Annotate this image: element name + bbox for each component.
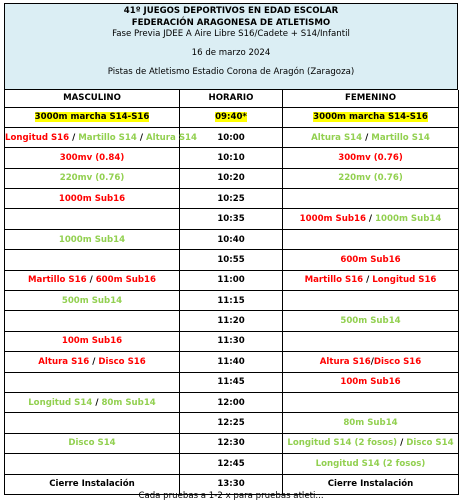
event-label: 80m Sub14	[101, 397, 156, 408]
time-label: 11:30	[217, 336, 245, 347]
column-header-male: MASCULINO	[5, 90, 180, 107]
separator: /	[69, 132, 79, 143]
time-label: 11:15	[217, 295, 245, 306]
time-cell	[180, 148, 283, 168]
time-cell	[180, 413, 283, 433]
event-venue: Pistas de Atletismo Estadio Corona de Aragón (Zaragoza)	[107, 67, 355, 77]
time-cell	[180, 270, 283, 290]
male-events-cell	[5, 454, 180, 474]
event-label: 300mv (0.76)	[338, 152, 403, 163]
event-label: 1000m Sub14	[58, 234, 126, 245]
table-row	[5, 372, 459, 392]
male-events-cell	[5, 148, 180, 168]
table-row	[5, 454, 459, 474]
event-label: 600m Sub16	[95, 275, 157, 286]
time-label: 12:00	[217, 397, 245, 408]
male-events-cell	[5, 168, 180, 188]
event-label: 100m Sub16	[61, 336, 123, 347]
time-cell	[180, 229, 283, 249]
event-label: 1000m Sub14	[375, 214, 442, 225]
phase-description: Fase Previa JDEE A Aire Libre S16/Cadete + S14/Infantil	[112, 29, 350, 39]
time-cell	[180, 352, 283, 372]
separator: /	[89, 356, 99, 367]
event-label: Martillo S14	[371, 132, 430, 143]
female-events-cell	[283, 372, 459, 392]
event-label: Longitud S14 (2 fosos)	[287, 438, 398, 449]
event-label: Longitud S16	[5, 132, 70, 143]
male-events-cell	[5, 209, 180, 229]
time-label: 11:45	[217, 377, 245, 388]
column-header-time: HORARIO	[180, 90, 283, 107]
female-events-cell	[283, 250, 459, 270]
female-events-cell	[283, 148, 459, 168]
separator: /	[363, 275, 373, 286]
schedule-header	[4, 3, 458, 90]
event-label: 220mv (0.76)	[59, 173, 125, 184]
schedule-table	[4, 90, 459, 495]
table-row	[5, 250, 459, 270]
time-label: 12:30	[217, 438, 245, 449]
event-label: 1000m Sub16	[58, 193, 126, 204]
male-events-cell	[5, 352, 180, 372]
time-cell	[180, 189, 283, 209]
female-events-cell	[283, 311, 459, 331]
time-cell	[180, 331, 283, 351]
event-label: Disco S14	[68, 438, 116, 449]
table-row	[5, 433, 459, 453]
column-header-female: FEMENINO	[283, 90, 459, 107]
time-cell	[180, 433, 283, 453]
female-events-cell	[283, 352, 459, 372]
event-label: Cierre Instalación	[327, 479, 414, 490]
schedule-document	[4, 3, 458, 495]
event-label: 3000m marcha S14-S16	[313, 112, 428, 123]
event-label: Disco S14	[406, 438, 454, 449]
time-cell	[180, 250, 283, 270]
column-header-row	[5, 90, 459, 107]
event-label: Longitud S16	[372, 275, 437, 286]
female-events-cell	[283, 331, 459, 351]
time-label: 12:25	[217, 418, 245, 429]
separator: /	[136, 132, 146, 143]
female-events-cell	[283, 168, 459, 188]
table-row	[5, 229, 459, 249]
table-row	[5, 148, 459, 168]
male-events-cell	[5, 127, 197, 147]
time-label: 10:55	[217, 254, 245, 265]
event-label: 80m Sub14	[343, 418, 398, 429]
female-events-cell	[283, 209, 459, 229]
event-label: 600m Sub16	[340, 254, 401, 265]
male-events-cell	[5, 189, 180, 209]
footer-note: Cada pruebas a 1-2 x para pruebas atleti...	[138, 491, 324, 501]
male-events-cell	[5, 229, 180, 249]
time-cell	[180, 392, 283, 412]
male-events-cell	[5, 331, 180, 351]
table-row	[5, 352, 459, 372]
event-label: Altura S14	[145, 132, 197, 143]
male-events-cell	[5, 433, 180, 453]
event-label: Altura S14	[311, 132, 363, 143]
female-events-cell	[283, 229, 459, 249]
time-label: 13:30	[217, 479, 245, 490]
female-events-cell	[283, 107, 459, 127]
male-events-cell	[5, 250, 180, 270]
time-cell	[180, 311, 283, 331]
table-row	[5, 209, 459, 229]
female-events-cell	[283, 433, 459, 453]
event-title: 41º JUEGOS DEPORTIVOS EN EDAD ESCOLAR	[123, 6, 339, 16]
time-label: 10:00	[217, 132, 245, 143]
table-row	[5, 311, 459, 331]
event-label: Martillo S16	[304, 275, 364, 286]
event-label: 500m Sub14	[340, 316, 401, 327]
table-row	[5, 270, 459, 290]
male-events-cell	[5, 291, 180, 311]
separator: /	[397, 438, 407, 449]
female-events-cell	[283, 270, 459, 290]
time-label: 10:35	[217, 214, 245, 225]
time-label: 10:40	[217, 234, 245, 245]
table-row	[5, 127, 459, 147]
time-cell	[180, 168, 283, 188]
time-label: 11:20	[217, 316, 245, 327]
event-label: Martillo S16	[27, 275, 87, 286]
event-label: 300mv (0.84)	[59, 152, 125, 163]
time-cell	[180, 454, 283, 474]
event-label: 100m Sub16	[340, 377, 401, 388]
event-label: Cierre Instalación	[49, 479, 135, 490]
female-events-cell	[283, 189, 459, 209]
event-label: Longitud S14 (2 fosos)	[315, 458, 426, 469]
event-label: Disco S16	[98, 356, 146, 367]
event-label: Altura S16	[319, 356, 371, 367]
male-events-cell	[5, 413, 180, 433]
time-label: 11:40	[217, 356, 245, 367]
male-events-cell	[5, 107, 180, 127]
time-cell	[180, 372, 283, 392]
female-events-cell	[283, 291, 459, 311]
female-events-cell	[283, 392, 459, 412]
event-date: 16 de marzo 2024	[191, 47, 271, 58]
event-label: 500m Sub14	[61, 295, 123, 306]
table-row	[5, 189, 459, 209]
federation-name: FEDERACIÓN ARAGONESA DE ATLETISMO	[131, 17, 331, 28]
time-label: 09:40*	[215, 112, 247, 123]
time-label: 11:00	[217, 275, 245, 286]
event-label: Disco S16	[373, 356, 422, 367]
event-label: 220mv (0.76)	[338, 173, 403, 184]
event-label: Longitud S14	[28, 397, 93, 408]
table-row	[5, 331, 459, 351]
female-events-cell	[283, 454, 459, 474]
male-events-cell	[5, 392, 180, 412]
table-row	[5, 413, 459, 433]
male-events-cell	[5, 372, 180, 392]
time-label: 10:10	[217, 152, 245, 163]
table-row	[5, 168, 459, 188]
separator: /	[370, 356, 374, 367]
male-events-cell	[5, 270, 180, 290]
time-cell	[180, 209, 283, 229]
separator: /	[365, 214, 376, 225]
separator: /	[92, 397, 102, 408]
time-label: 12:45	[217, 458, 245, 469]
female-events-cell	[283, 127, 459, 147]
event-label: 3000m marcha S14-S16	[34, 112, 150, 123]
event-label: Martillo S14	[78, 132, 137, 143]
event-label: 1000m Sub16	[299, 214, 366, 225]
female-events-cell	[283, 413, 459, 433]
separator: /	[362, 132, 372, 143]
time-label: 10:20	[217, 173, 245, 184]
separator: /	[86, 275, 96, 286]
event-label: Altura S16	[38, 356, 90, 367]
time-label: 10:25	[217, 193, 245, 204]
table-row	[5, 392, 459, 412]
table-row	[5, 107, 459, 127]
time-cell	[180, 107, 283, 127]
time-cell	[180, 291, 283, 311]
table-row	[5, 291, 459, 311]
male-events-cell	[5, 311, 180, 331]
